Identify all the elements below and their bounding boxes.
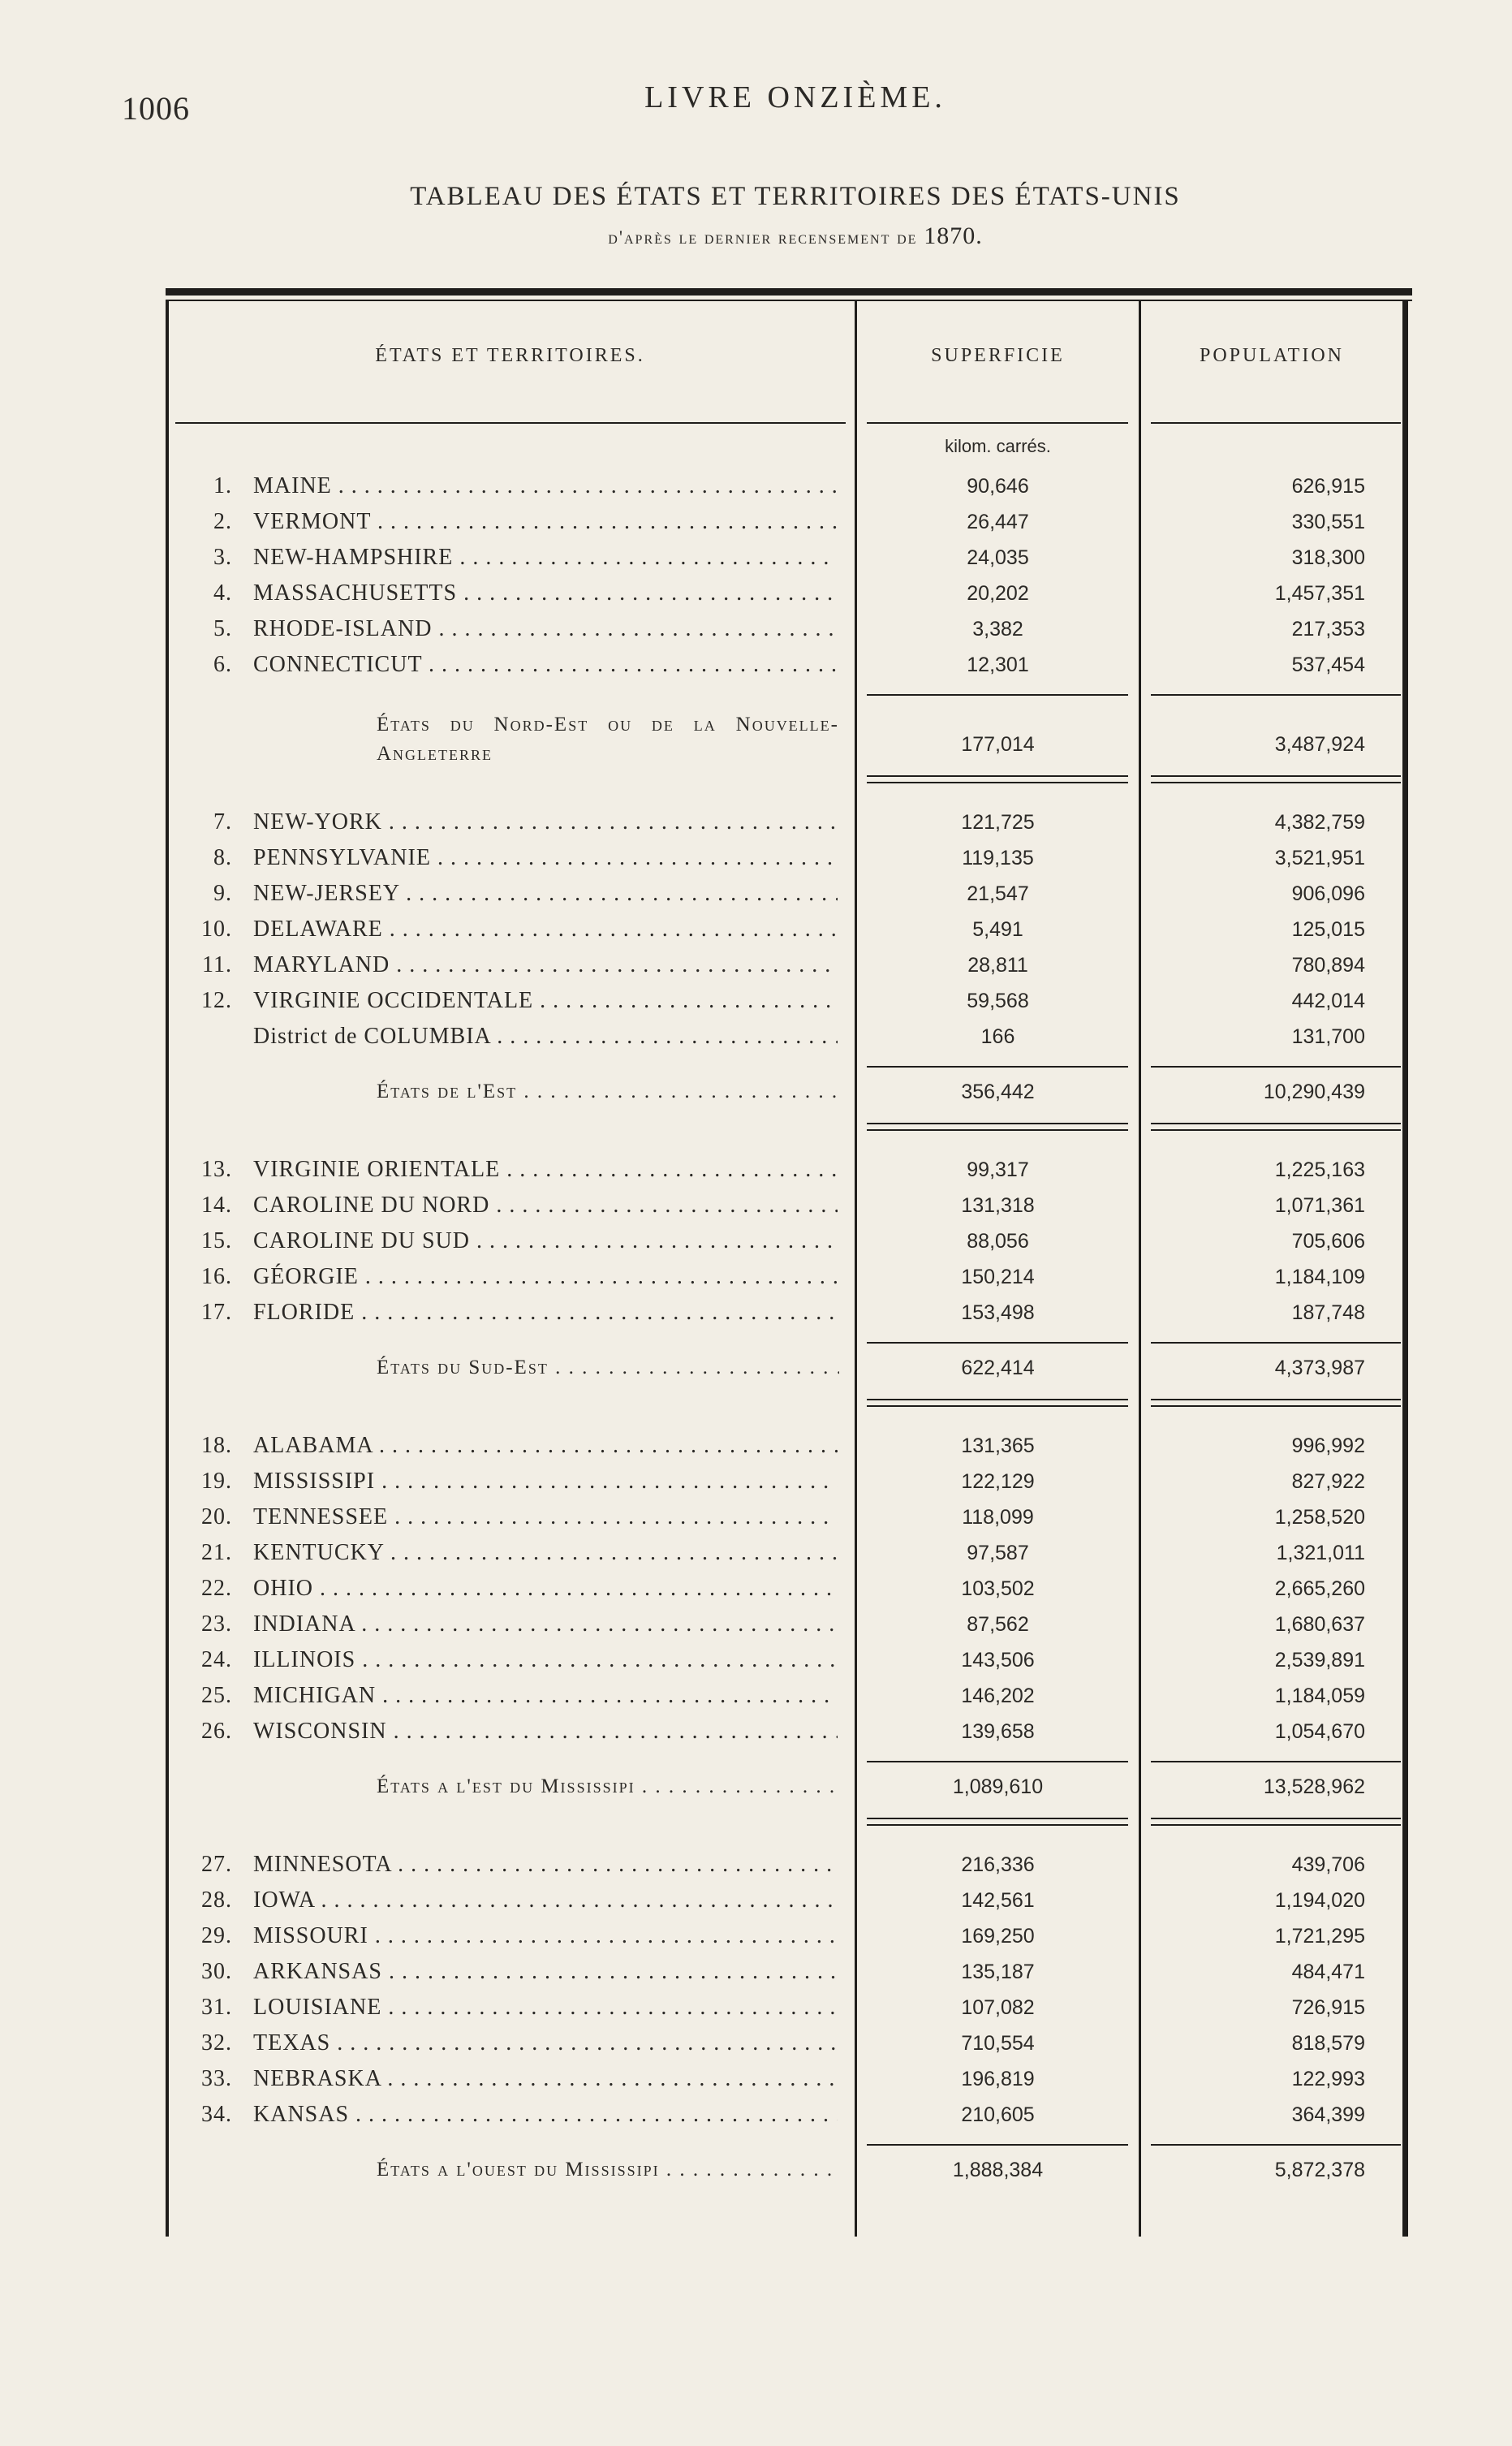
row-number: 12. bbox=[201, 988, 232, 1013]
population-value: 1,054,670 bbox=[1274, 1720, 1365, 1743]
table-row bbox=[166, 647, 1412, 683]
group-double-rule bbox=[1151, 1399, 1401, 1400]
group-double-rule bbox=[867, 1405, 1128, 1407]
row-number: 30. bbox=[201, 1959, 232, 1984]
subtotal-rule bbox=[1151, 1761, 1401, 1762]
state-name: OHIO . . . bbox=[253, 1571, 838, 1607]
group-double-rule bbox=[1151, 1123, 1401, 1124]
population-value: 780,894 bbox=[1291, 954, 1365, 977]
group-double-rule bbox=[867, 782, 1128, 783]
group-double-rule bbox=[867, 1818, 1128, 1819]
state-name: CONNECTICUT . . . bbox=[253, 647, 838, 683]
superficie-value: 21,547 bbox=[967, 882, 1029, 905]
subtotal-superficie: 177,014 bbox=[961, 733, 1035, 756]
table-row bbox=[166, 805, 1412, 840]
row-number: 6. bbox=[213, 652, 232, 677]
subtotal-row bbox=[166, 710, 1412, 772]
table-row bbox=[166, 1188, 1412, 1223]
group-double-rule bbox=[867, 775, 1128, 777]
row-number: 2. bbox=[213, 509, 232, 534]
population-value: 705,606 bbox=[1291, 1230, 1365, 1253]
subtotal-rule bbox=[867, 1066, 1128, 1068]
subtotal-superficie: 356,442 bbox=[961, 1081, 1035, 1103]
superficie-value: 153,498 bbox=[961, 1301, 1035, 1324]
subtotal-population: 10,290,439 bbox=[1263, 1081, 1365, 1103]
table-row bbox=[166, 840, 1412, 876]
table-row bbox=[166, 1714, 1412, 1749]
population-value: 4,382,759 bbox=[1274, 811, 1365, 834]
superficie-value: 87,562 bbox=[967, 1613, 1029, 1636]
state-name: MISSISSIPI . . . bbox=[253, 1464, 838, 1499]
superficie-value: 88,056 bbox=[967, 1230, 1029, 1253]
state-name: NEW-YORK . . . bbox=[253, 805, 838, 840]
table-top-rule-thin bbox=[166, 300, 1412, 301]
state-name: NEW-JERSEY . . . bbox=[253, 876, 838, 912]
subtotal-rule bbox=[867, 694, 1128, 696]
state-name: DELAWARE . . . bbox=[253, 912, 838, 947]
group-double-rule bbox=[1151, 1129, 1401, 1131]
table-title: TABLEAU DES ÉTATS ET TERRITOIRES DES ÉTATS-UNIS bbox=[410, 182, 1181, 211]
state-name: WISCONSIN . . . bbox=[253, 1714, 838, 1749]
header-population: POPULATION bbox=[1199, 345, 1344, 366]
subtotal-row bbox=[166, 1350, 1412, 1386]
row-number: 34. bbox=[201, 2102, 232, 2127]
state-name: CAROLINE DU SUD . . . bbox=[253, 1223, 838, 1259]
state-name: PENNSYLVANIE . . . bbox=[253, 840, 838, 876]
row-number: 19. bbox=[201, 1469, 232, 1494]
subtotal-superficie: 622,414 bbox=[961, 1357, 1035, 1379]
group-double-rule bbox=[867, 1123, 1128, 1124]
row-number: 32. bbox=[201, 2030, 232, 2056]
state-name: INDIANA . . . bbox=[253, 1607, 838, 1642]
population-value: 1,457,351 bbox=[1274, 582, 1365, 605]
table-row bbox=[166, 1918, 1412, 1954]
row-number: 7. bbox=[213, 809, 232, 835]
superficie-value: 24,035 bbox=[967, 546, 1029, 569]
subtotal-row bbox=[166, 2152, 1412, 2188]
population-value: 1,321,011 bbox=[1276, 1542, 1365, 1564]
row-number: 29. bbox=[201, 1923, 232, 1948]
superficie-value: 12,301 bbox=[967, 654, 1029, 676]
superficie-value: 5,491 bbox=[972, 918, 1023, 941]
group-double-rule bbox=[1151, 782, 1401, 783]
state-name: MICHIGAN . . . bbox=[253, 1678, 838, 1714]
subtotal-rule bbox=[1151, 2144, 1401, 2146]
population-value: 318,300 bbox=[1291, 546, 1365, 569]
population-value: 1,194,020 bbox=[1274, 1889, 1365, 1912]
state-name: District de COLUMBIA . . . bbox=[253, 1019, 838, 1055]
superficie-value: 196,819 bbox=[961, 2068, 1035, 2090]
state-name: LOUISIANE . . . bbox=[253, 1990, 838, 2025]
running-head: LIVRE ONZIÈME. bbox=[644, 80, 946, 114]
page-number: 1006 bbox=[122, 90, 190, 127]
superficie-value: 97,587 bbox=[967, 1542, 1029, 1564]
row-number: 10. bbox=[201, 917, 232, 942]
population-value: 364,399 bbox=[1291, 2103, 1365, 2126]
superficie-value: 118,099 bbox=[962, 1506, 1034, 1529]
superficie-value: 119,135 bbox=[962, 847, 1034, 869]
table-row bbox=[166, 576, 1412, 611]
subtotal-row bbox=[166, 1074, 1412, 1110]
subtotal-label: États a l'ouest du Mississipi . . . bbox=[377, 2152, 839, 2188]
population-value: 1,184,109 bbox=[1274, 1266, 1365, 1288]
state-name: MINNESOTA . . . bbox=[253, 1847, 838, 1883]
state-name: MISSOURI . . . bbox=[253, 1918, 838, 1954]
state-name: KENTUCKY . . . bbox=[253, 1535, 838, 1571]
population-value: 330,551 bbox=[1291, 511, 1365, 533]
population-value: 1,184,059 bbox=[1274, 1685, 1365, 1707]
row-number: 17. bbox=[201, 1300, 232, 1325]
superficie-value: 710,554 bbox=[961, 2032, 1035, 2055]
state-name: TENNESSEE . . . bbox=[253, 1499, 838, 1535]
header-states: ÉTATS ET TERRITOIRES. bbox=[375, 345, 645, 366]
table-row bbox=[166, 876, 1412, 912]
state-name: VIRGINIE OCCIDENTALE . . . bbox=[253, 983, 838, 1019]
row-number: 25. bbox=[201, 1683, 232, 1708]
population-value: 187,748 bbox=[1291, 1301, 1365, 1324]
table-row bbox=[166, 1259, 1412, 1295]
population-value: 217,353 bbox=[1291, 618, 1365, 641]
subtotal-rule bbox=[867, 1342, 1128, 1344]
subtotal-rule bbox=[1151, 1066, 1401, 1068]
population-value: 442,014 bbox=[1291, 990, 1365, 1012]
subtotal-rule bbox=[1151, 1342, 1401, 1344]
superficie-value: 59,568 bbox=[967, 990, 1029, 1012]
population-value: 906,096 bbox=[1291, 882, 1365, 905]
population-value: 3,521,951 bbox=[1274, 847, 1365, 869]
superficie-value: 210,605 bbox=[961, 2103, 1035, 2126]
population-value: 726,915 bbox=[1291, 1996, 1365, 2019]
table-row bbox=[166, 1954, 1412, 1990]
superficie-value: 3,382 bbox=[972, 618, 1023, 641]
subtitle-text: d'après le dernier recensement de bbox=[608, 227, 918, 248]
row-number: 27. bbox=[201, 1852, 232, 1877]
table-row bbox=[166, 611, 1412, 647]
superficie-value: 99,317 bbox=[967, 1158, 1029, 1181]
table-row bbox=[166, 1535, 1412, 1571]
superficie-value: 107,082 bbox=[961, 1996, 1035, 2019]
subtotal-label: États de l'Est . . . bbox=[377, 1074, 839, 1110]
row-number: 3. bbox=[213, 545, 232, 570]
superficie-value: 90,646 bbox=[967, 475, 1029, 498]
state-name: MARYLAND . . . bbox=[253, 947, 838, 983]
superficie-value: 122,129 bbox=[961, 1470, 1035, 1493]
table-row bbox=[166, 1678, 1412, 1714]
group-double-rule bbox=[1151, 1824, 1401, 1826]
row-number: 8. bbox=[213, 845, 232, 870]
population-value: 125,015 bbox=[1291, 918, 1365, 941]
row-number: 21. bbox=[201, 1540, 232, 1565]
row-number: 23. bbox=[201, 1611, 232, 1637]
subtotal-population: 13,528,962 bbox=[1263, 1775, 1365, 1798]
table-row bbox=[166, 1642, 1412, 1678]
row-number: 16. bbox=[201, 1264, 232, 1289]
table-row bbox=[166, 1223, 1412, 1259]
subtotal-label: États a l'est du Mississipi . . . bbox=[377, 1769, 839, 1805]
row-number: 5. bbox=[213, 616, 232, 641]
subtotal-population: 5,872,378 bbox=[1274, 2159, 1365, 2181]
superficie-value: 26,447 bbox=[967, 511, 1029, 533]
population-value: 827,922 bbox=[1291, 1470, 1365, 1493]
row-number: 26. bbox=[201, 1719, 232, 1744]
row-number: 14. bbox=[201, 1193, 232, 1218]
table-row bbox=[166, 2025, 1412, 2061]
table-row bbox=[166, 983, 1412, 1019]
subtotal-population: 4,373,987 bbox=[1274, 1357, 1365, 1379]
superficie-value: 103,502 bbox=[961, 1577, 1035, 1600]
superficie-value: 20,202 bbox=[967, 582, 1029, 605]
table-row bbox=[166, 1152, 1412, 1188]
state-name: ILLINOIS . . . bbox=[253, 1642, 838, 1678]
table-row bbox=[166, 1464, 1412, 1499]
superficie-value: 216,336 bbox=[961, 1853, 1035, 1876]
superficie-value: 169,250 bbox=[961, 1925, 1035, 1948]
row-number: 33. bbox=[201, 2066, 232, 2091]
group-double-rule bbox=[867, 1824, 1128, 1826]
table-row bbox=[166, 504, 1412, 540]
superficie-value: 131,318 bbox=[961, 1194, 1035, 1217]
table-row bbox=[166, 1990, 1412, 2025]
population-value: 1,680,637 bbox=[1274, 1613, 1365, 1636]
row-number: 18. bbox=[201, 1433, 232, 1458]
state-name: KANSAS . . . bbox=[253, 2097, 838, 2133]
superficie-value: 139,658 bbox=[961, 1720, 1035, 1743]
superficie-value: 131,365 bbox=[961, 1434, 1035, 1457]
row-number: 13. bbox=[201, 1157, 232, 1182]
row-number: 20. bbox=[201, 1504, 232, 1529]
population-value: 122,993 bbox=[1291, 2068, 1365, 2090]
population-value: 2,665,260 bbox=[1274, 1577, 1365, 1600]
superficie-value: 166 bbox=[980, 1025, 1015, 1048]
row-number: 1. bbox=[213, 473, 232, 498]
state-name: CAROLINE DU NORD . . . bbox=[253, 1188, 838, 1223]
state-name: MASSACHUSETTS . . . bbox=[253, 576, 838, 611]
superficie-value: 121,725 bbox=[961, 811, 1035, 834]
header-rule-population bbox=[1151, 422, 1401, 424]
population-value: 1,721,295 bbox=[1274, 1925, 1365, 1948]
state-name: ARKANSAS . . . bbox=[253, 1954, 838, 1990]
population-value: 1,225,163 bbox=[1274, 1158, 1365, 1181]
header-rule-superficie bbox=[867, 422, 1128, 424]
population-value: 484,471 bbox=[1291, 1961, 1365, 1983]
table-row bbox=[166, 1295, 1412, 1331]
subtotal-superficie: 1,089,610 bbox=[952, 1775, 1044, 1798]
table-top-rule bbox=[166, 288, 1412, 296]
subtotal-population: 3,487,924 bbox=[1274, 733, 1365, 756]
group-double-rule bbox=[867, 1399, 1128, 1400]
table-row bbox=[166, 912, 1412, 947]
state-name: ALABAMA . . . bbox=[253, 1428, 838, 1464]
population-value: 439,706 bbox=[1291, 1853, 1365, 1876]
state-name: TEXAS . . . bbox=[253, 2025, 838, 2061]
header-rule-states bbox=[175, 422, 846, 424]
population-value: 996,992 bbox=[1291, 1434, 1365, 1457]
table-row bbox=[166, 540, 1412, 576]
superficie-value: 135,187 bbox=[961, 1961, 1035, 1983]
table-row bbox=[166, 468, 1412, 504]
superficie-value: 143,506 bbox=[961, 1649, 1035, 1672]
population-value: 2,539,891 bbox=[1274, 1649, 1365, 1672]
subtitle-year: 1870. bbox=[924, 222, 983, 249]
state-name: NEBRASKA . . . bbox=[253, 2061, 838, 2097]
row-number: 11. bbox=[202, 952, 232, 977]
subtotal-rule bbox=[867, 2144, 1128, 2146]
population-value: 818,579 bbox=[1291, 2032, 1365, 2055]
group-double-rule bbox=[867, 1129, 1128, 1131]
table-row bbox=[166, 947, 1412, 983]
state-name: GÉORGIE . . . bbox=[253, 1259, 838, 1295]
group-double-rule bbox=[1151, 1405, 1401, 1407]
row-number: 24. bbox=[201, 1647, 232, 1672]
population-value: 537,454 bbox=[1291, 654, 1365, 676]
superficie-value: 146,202 bbox=[961, 1685, 1035, 1707]
states-table bbox=[166, 288, 1412, 2237]
superficie-value: 150,214 bbox=[961, 1266, 1035, 1288]
table-row bbox=[166, 2097, 1412, 2133]
population-value: 1,258,520 bbox=[1274, 1506, 1365, 1529]
row-number: 9. bbox=[213, 881, 232, 906]
table-row bbox=[166, 1607, 1412, 1642]
state-name: NEW-HAMPSHIRE . . . bbox=[253, 540, 838, 576]
population-value: 626,915 bbox=[1291, 475, 1365, 498]
table-row bbox=[166, 1571, 1412, 1607]
state-name: FLORIDE . . . bbox=[253, 1295, 838, 1331]
row-number: 28. bbox=[201, 1887, 232, 1913]
units-label: kilom. carrés. bbox=[945, 436, 1051, 456]
population-value: 1,071,361 bbox=[1274, 1194, 1365, 1217]
table-row bbox=[166, 2061, 1412, 2097]
table-row bbox=[166, 1499, 1412, 1535]
table-row bbox=[166, 1847, 1412, 1883]
subtotal-rule bbox=[1151, 694, 1401, 696]
group-double-rule bbox=[1151, 1818, 1401, 1819]
table-row bbox=[166, 1428, 1412, 1464]
state-name: IOWA . . . bbox=[253, 1883, 838, 1918]
row-number: 31. bbox=[201, 1995, 232, 2020]
table-row bbox=[166, 1019, 1412, 1055]
row-number: 22. bbox=[201, 1576, 232, 1601]
subtotal-label: États du Nord-Est ou de la Nouvelle-Angleterre bbox=[377, 714, 839, 765]
subtotal-row bbox=[166, 1769, 1412, 1805]
row-number: 4. bbox=[213, 580, 232, 606]
table-row bbox=[166, 1883, 1412, 1918]
row-number: 15. bbox=[201, 1228, 232, 1253]
state-name: VIRGINIE ORIENTALE . . . bbox=[253, 1152, 838, 1188]
subtotal-label: États du Sud-Est . . . bbox=[377, 1350, 839, 1386]
population-value: 131,700 bbox=[1291, 1025, 1365, 1048]
subtotal-rule bbox=[867, 1761, 1128, 1762]
state-name: RHODE-ISLAND . . . bbox=[253, 611, 838, 647]
table-subtitle bbox=[0, 222, 1512, 250]
superficie-value: 142,561 bbox=[961, 1889, 1035, 1912]
superficie-value: 28,811 bbox=[967, 954, 1028, 977]
group-double-rule bbox=[1151, 775, 1401, 777]
subtotal-superficie: 1,888,384 bbox=[952, 2159, 1044, 2181]
state-name: VERMONT . . . bbox=[253, 504, 838, 540]
state-name: MAINE . . . bbox=[253, 468, 838, 504]
header-superficie: SUPERFICIE bbox=[931, 345, 1065, 366]
